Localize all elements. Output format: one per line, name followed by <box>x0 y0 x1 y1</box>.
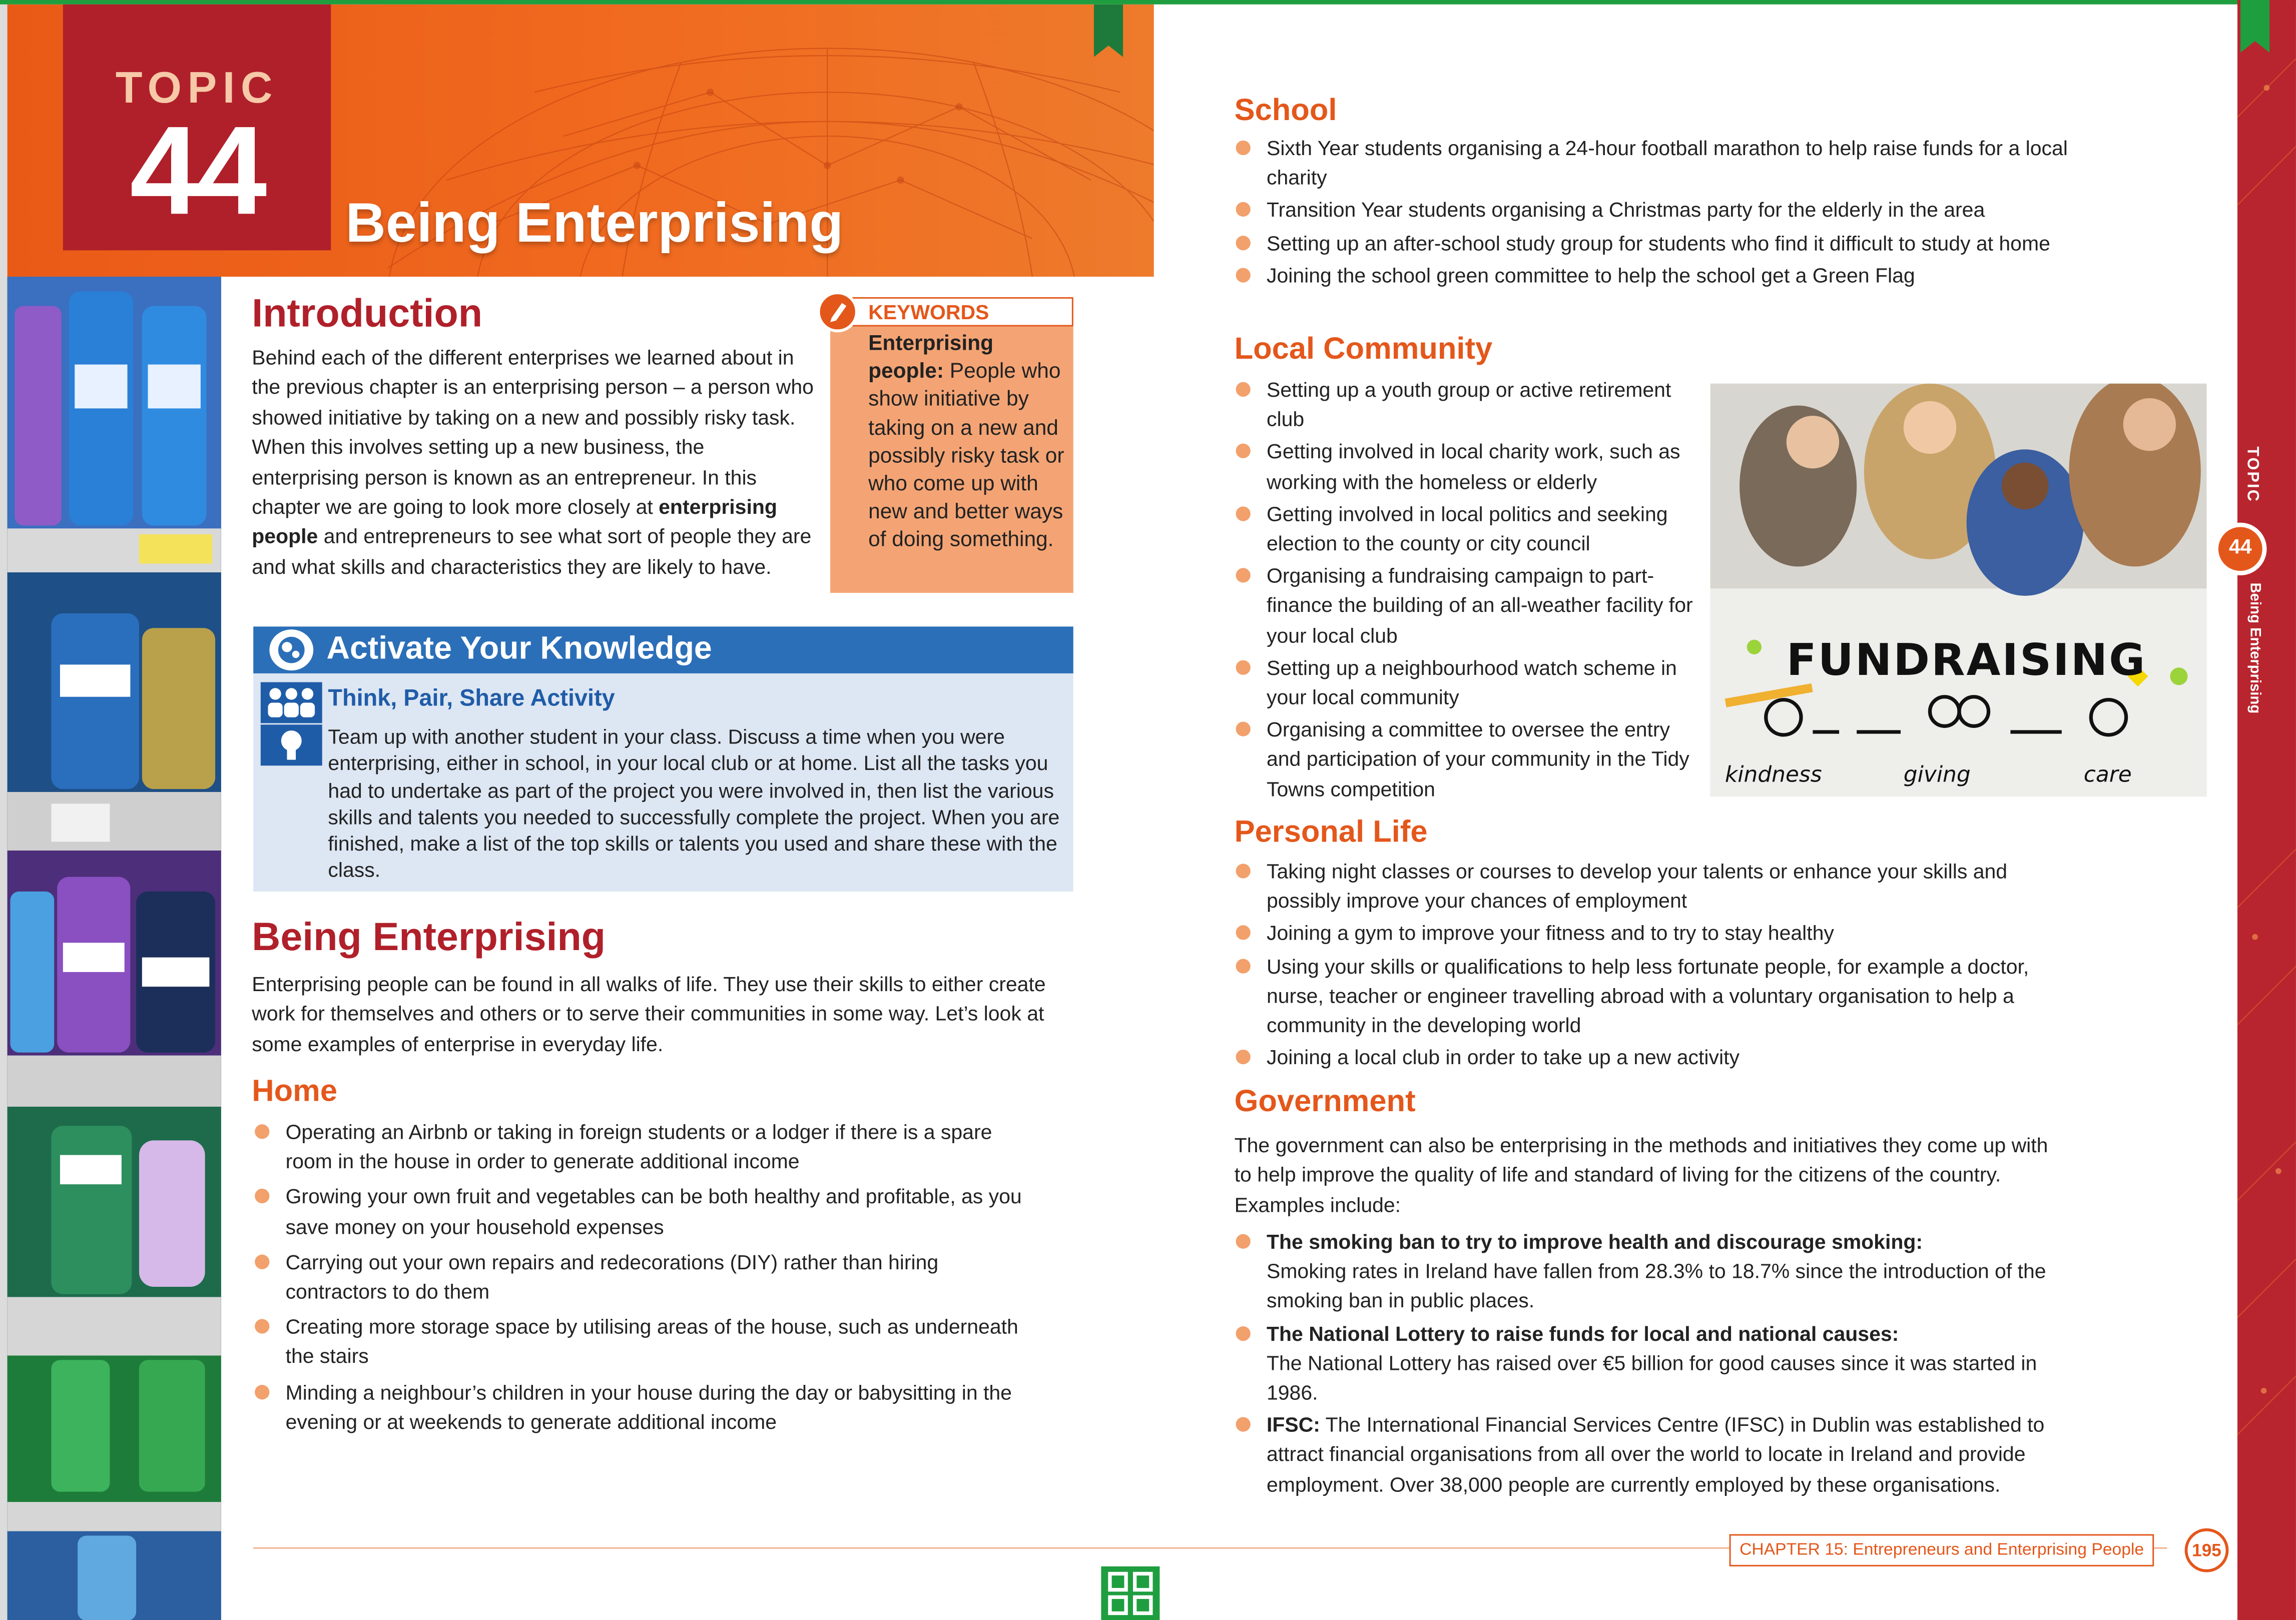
gov-item-text: The National Lottery has raised over €5 billion for good causes since it was started in 1986. <box>1266 1351 2037 1404</box>
care-label: care <box>2083 761 2132 788</box>
mouthwash-shelf-photo <box>8 277 221 1620</box>
list-item: Operating an Airbnb or taking in foreign students or a lodger if there is a spare room in the house in order to generate additional income <box>253 1117 1044 1176</box>
list-item <box>1235 1318 2062 1407</box>
think-pair-share-title: Think, Pair, Share Activity <box>328 686 615 712</box>
list-item: Creating more storage space by utilising areas of the house, such as underneath the stairs <box>253 1312 1044 1371</box>
gov-item-bold: The National Lottery to raise funds for local and national causes: <box>1266 1321 1899 1345</box>
topic-number: 44 <box>130 101 264 242</box>
keyword-definition: People who show initiative by taking on a new and possibly risky task or who come up with new and better ways of doing something. <box>868 360 1064 553</box>
government-list <box>1235 1227 2062 1499</box>
list-item: Setting up a youth group or active retirement club <box>1235 375 1700 434</box>
list-item: Carrying out your own repairs and redecorations (DIY) rather than hiring contractors to do them <box>253 1247 1044 1306</box>
gov-item-text: Smoking rates in Ireland have fallen from 28.3% to 18.7% since the introduction of the smoking ban in public places. <box>1266 1259 2046 1312</box>
list-item: Setting up a neighbourhood watch scheme in your local community <box>1235 652 1700 711</box>
kindness-label: kindness <box>1725 761 1822 788</box>
gears-icon <box>269 629 313 670</box>
list-item: Growing your own fruit and vegetables can be both healthy and profitable, as you save money on your household expenses <box>253 1182 1044 1241</box>
school-heading: School <box>1234 94 1337 128</box>
home-list <box>253 1117 1044 1436</box>
introduction-text <box>252 343 814 582</box>
local-community-heading: Local Community <box>1234 332 1493 366</box>
gov-item-bold: IFSC: <box>1266 1413 1320 1437</box>
fundraising-photo <box>1710 384 2207 796</box>
list-item <box>1235 1410 2062 1498</box>
school-list <box>1235 133 2069 290</box>
gov-item-bold: The smoking ban to try to improve health and discourage smoking: <box>1266 1229 1923 1253</box>
grid-icon[interactable] <box>1101 1566 1160 1620</box>
keyword-term: Enterprising people: <box>868 332 994 384</box>
local-community-list <box>1235 375 1700 803</box>
list-item: Organising a committee to oversee the entry and participation of your community in the Tidy Towns competition <box>1235 715 1700 803</box>
list-item: Getting involved in local charity work, such as working with the homeless or elderly <box>1235 437 1700 496</box>
home-heading: Home <box>252 1074 338 1108</box>
gov-item-text: The International Financial Services Centre (IFSC) in Dublin was established to attract financial organisations from all over the world to locate in Ireland and provide employment. Over 38,000 people are currently employed by these organisations. <box>1266 1413 2045 1496</box>
side-topic-number: 44 <box>2228 534 2252 558</box>
lightbulb-icon <box>261 724 322 765</box>
being-enterprising-heading: Being Enterprising <box>252 915 606 959</box>
chapter-footer-label: CHAPTER 15: Entrepreneurs and Enterprising People <box>1730 1534 2154 1566</box>
pencil-icon <box>817 291 858 332</box>
side-topic-label: TOPIC <box>2243 446 2261 503</box>
keywords-title: KEYWORDS <box>868 300 989 324</box>
personal-life-list <box>1235 857 2062 1072</box>
list-item: Sixth Year students organising a 24-hour football marathon to help raise funds for a local charity <box>1235 133 2069 192</box>
list-item: Organising a fundraising campaign to part-finance the building of an all-weather facility for your local club <box>1235 561 1700 649</box>
activate-knowledge-title: Activate Your Knowledge <box>326 629 712 666</box>
list-item: Taking night classes or courses to develop your talents or enhance your skills and possibly improve your chances of employment <box>1235 857 2062 916</box>
topic-title: Being Enterprising <box>345 193 844 255</box>
list-item: Transition Year students organising a Christmas party for the elderly in the area <box>1235 195 2069 225</box>
government-heading: Government <box>1234 1085 1416 1119</box>
introduction-heading: Introduction <box>252 291 483 336</box>
personal-life-heading: Personal Life <box>1234 815 1428 850</box>
list-item <box>1235 1227 2062 1315</box>
top-green-rule <box>0 0 2296 5</box>
being-enterprising-text: Enterprising people can be found in all walks of life. They use their skills to either create work for themselves and others or to serve their communities in some way. Let’s look at some examples of enterprise in everyday life. <box>252 972 1046 1056</box>
list-item: Joining a gym to improve your fitness and to try to stay healthy <box>1235 919 2062 948</box>
side-tab-band <box>2237 0 2296 1620</box>
list-item: Getting involved in local politics and seeking election to the county or city council <box>1235 499 1700 558</box>
list-item: Using your skills or qualifications to help less fortunate people, for example a doctor, nurse, teacher or engineer travelling abroad with a voluntary organisation to help a community in the developing world <box>1235 951 2062 1040</box>
think-pair-share-text: Team up with another student in your class. Discuss a time when you were enterprising, either in school, in your local club or at home. List all the tasks you had to undertake as part of the project you were involved in, then list the various skills and talents you needed to successfully complete the project. When you are finished, make a list of the top skills or talents you used and share these with the class. <box>328 724 1060 882</box>
list-item: Joining the school green committee to help the school get a Green Flag <box>1235 260 2069 290</box>
list-item: Joining a local club in order to take up a new activity <box>1235 1043 2062 1072</box>
topic-label: TOPIC <box>115 64 279 113</box>
list-item: Minding a neighbour’s children in your house during the day or babysitting in the evening or at weekends to generate additional income <box>253 1377 1044 1436</box>
fundraising-word: FUNDRAISING <box>1786 635 2147 687</box>
intro-text-bold: enterprising people <box>252 495 777 548</box>
list-item: Setting up an after-school study group for students who find it difficult to study at home <box>1235 228 2069 257</box>
page-number: 195 <box>2185 1528 2229 1572</box>
keywords-definition <box>868 331 1070 556</box>
giving-label: giving <box>1903 761 1971 788</box>
intro-text-part2: and entrepreneurs to see what sort of people they are and what skills and characteristics they are likely to have. <box>252 524 812 578</box>
group-people-icon <box>261 682 322 723</box>
side-topic-title: Being Enterprising <box>2246 582 2262 714</box>
intro-text-part1: Behind each of the different enterprises we learned about in the previous chapter is an enterprising person – a person who showed initiative by taking on a new and possibly risky task. When this involves setting up a new business, the enterprising person is known as an entrepreneur. In this chapter we are going to look more closely at <box>252 345 814 518</box>
page-edge <box>0 0 8 1620</box>
government-intro: The government can also be enterprising in the methods and initiatives they come up with to help improve the quality of life and standard of living for the citizens of the country. Examples include: <box>1234 1133 2048 1216</box>
